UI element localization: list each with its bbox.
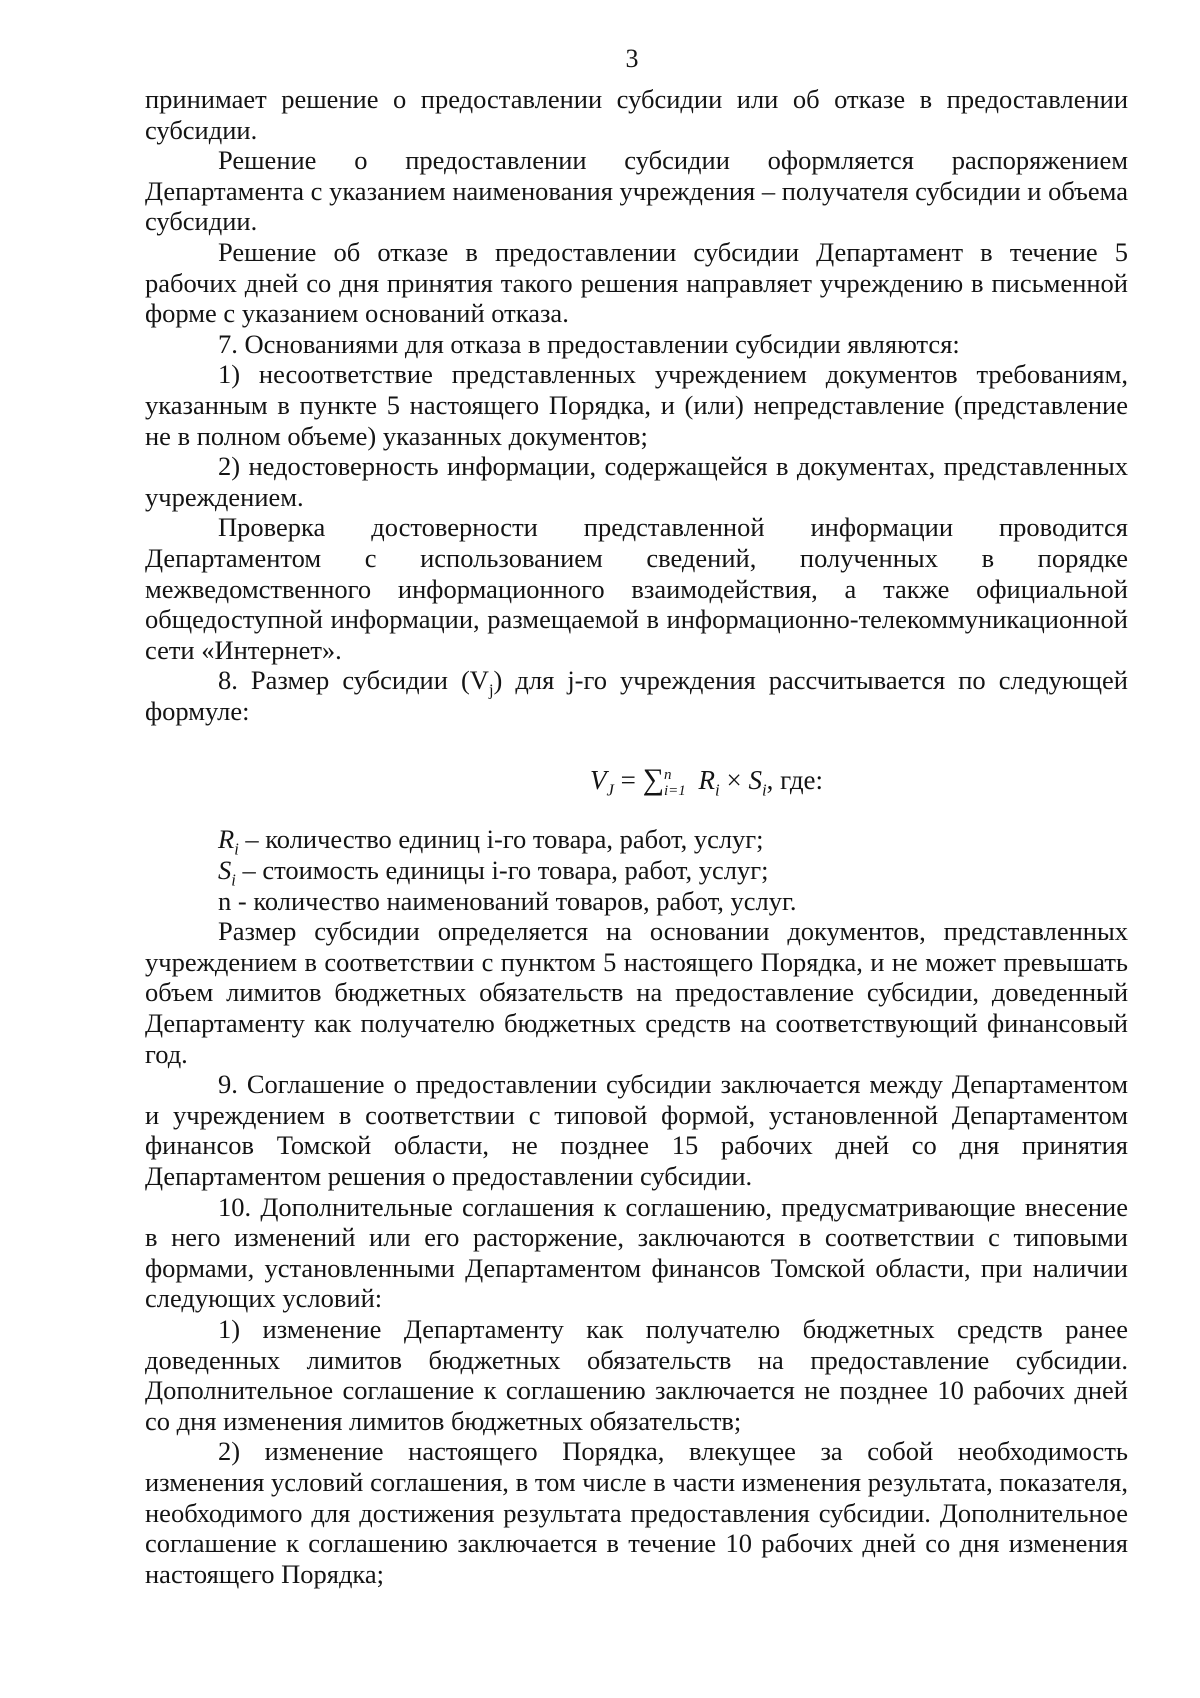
formula-r-subscript: i	[715, 780, 720, 800]
item-8-subscript: j	[488, 680, 494, 700]
sum-upper-limit: n	[664, 767, 672, 784]
definition-r	[218, 824, 1128, 859]
sum-lower-limit: i=1	[664, 783, 686, 800]
document-body	[145, 84, 1128, 1589]
definition-s	[218, 855, 1128, 890]
paragraph-item-7-1: 1) несоответствие представленных учреждением документов требованиям, указанным в пункте 5 настоящего Порядка, и (или) непредставление (представление не в полном объеме) указанных документов;	[145, 359, 1128, 451]
item-8-text-start: 8. Размер субсидии (V	[218, 665, 489, 696]
sum-limits	[664, 767, 686, 799]
item-8-text-end: ) для j-го учреждения рассчитывается по следующей формуле:	[145, 665, 1128, 726]
paragraph-item-8	[145, 665, 1128, 726]
paragraph-item-10-2: 2) изменение настоящего Порядка, влекущее за собой необходимость изменения условий соглашения, в том числе в части изменения результата, показателя, необходимого для достижения результата предоставления субсидии. Дополнительное соглашение к соглашению заключается в течение 10 рабочих дней со дня изменения настоящего Порядка;	[145, 1436, 1128, 1589]
paragraph-verification: Проверка достоверности представленной информации проводится Департаментом с использованием сведений, полученных в порядке межведомственного информационного взаимодействия, а также официальной общедоступной информации, размещаемой в информационно-телекоммуникационной сети «Интернет».	[145, 512, 1128, 665]
definition-s-subscript: i	[231, 870, 236, 890]
definition-s-symbol: S	[218, 855, 232, 886]
paragraph-item-7: 7. Основаниями для отказа в предоставлении субсидии являются:	[218, 328, 960, 359]
formula-lhs-subscript: J	[606, 780, 614, 800]
sum-symbol: ∑	[642, 763, 664, 797]
paragraph-decision-order: Решение о предоставлении субсидии оформляется распоряжением Департамента с указанием наименования учреждения – получателя субсидии и объема субсидии.	[145, 145, 1128, 237]
definition-r-text: – количество единиц i-го товара, работ, услуг;	[238, 824, 764, 855]
formula-equals: =	[620, 765, 636, 796]
formula-definitions	[145, 824, 1128, 916]
formula-r: R	[698, 765, 716, 796]
definition-n: n - количество наименований товаров, работ, услуг.	[218, 885, 797, 916]
paragraph-item-9: 9. Соглашение о предоставлении субсидии заключается между Департаментом и учреждением в соответствии с типовой формой, установленной Департаментом финансов Томской области, не позднее 15 рабочих дней со дня принятия Департаментом решения о предоставлении субсидии.	[145, 1069, 1128, 1191]
formula-s-subscript: i	[761, 780, 767, 800]
subsidy-formula	[145, 760, 1128, 800]
paragraph-item-10-1: 1) изменение Департаменту как получателю бюджетных средств ранее доведенных лимитов бюджетных обязательств на предоставление субсидии. Дополнительное соглашение к соглашению заключается не позднее 10 рабочих дней со дня изменения лимитов бюджетных обязательств;	[145, 1313, 1128, 1436]
definition-r-symbol: R	[218, 824, 235, 855]
paragraph-refusal-notice: Решение об отказе в предоставлении субсидии Департамент в течение 5 рабочих дней со дня принятия такого решения направляет учреждению в письменной форме с указанием оснований отказа.	[145, 236, 1128, 329]
paragraph-item-10: 10. Дополнительные соглашения к соглашению, предусматривающие внесение в него изменений или его расторжение, заключаются в соответствии с типовыми формами, установленными Департаментом финансов Томской области, при наличии следующих условий:	[145, 1191, 1128, 1314]
page-number: 3	[625, 44, 639, 73]
definition-s-text: – стоимость единицы i-го товара, работ, услуг;	[235, 855, 769, 886]
paragraph-decision-continuation: принимает решение о предоставлении субсидии или об отказе в предоставлении субсидии.	[145, 84, 1128, 145]
definition-r-subscript: i	[234, 839, 239, 859]
formula-times: ×	[726, 765, 742, 796]
paragraph-item-7-2: 2) недостоверность информации, содержащейся в документах, представленных учреждением.	[145, 451, 1128, 512]
formula-s: S	[748, 765, 762, 796]
formula-lhs: V	[589, 765, 607, 796]
paragraph-subsidy-amount: Размер субсидии определяется на основании документов, представленных учреждением в соответствии с пунктом 5 настоящего Порядка, и не может превышать объем лимитов бюджетных обязательств на предоставление субсидии, доведенный Департаменту как получателю бюджетных средств на соответствующий финансовый год.	[145, 916, 1128, 1069]
formula-suffix: , где:	[766, 765, 824, 796]
